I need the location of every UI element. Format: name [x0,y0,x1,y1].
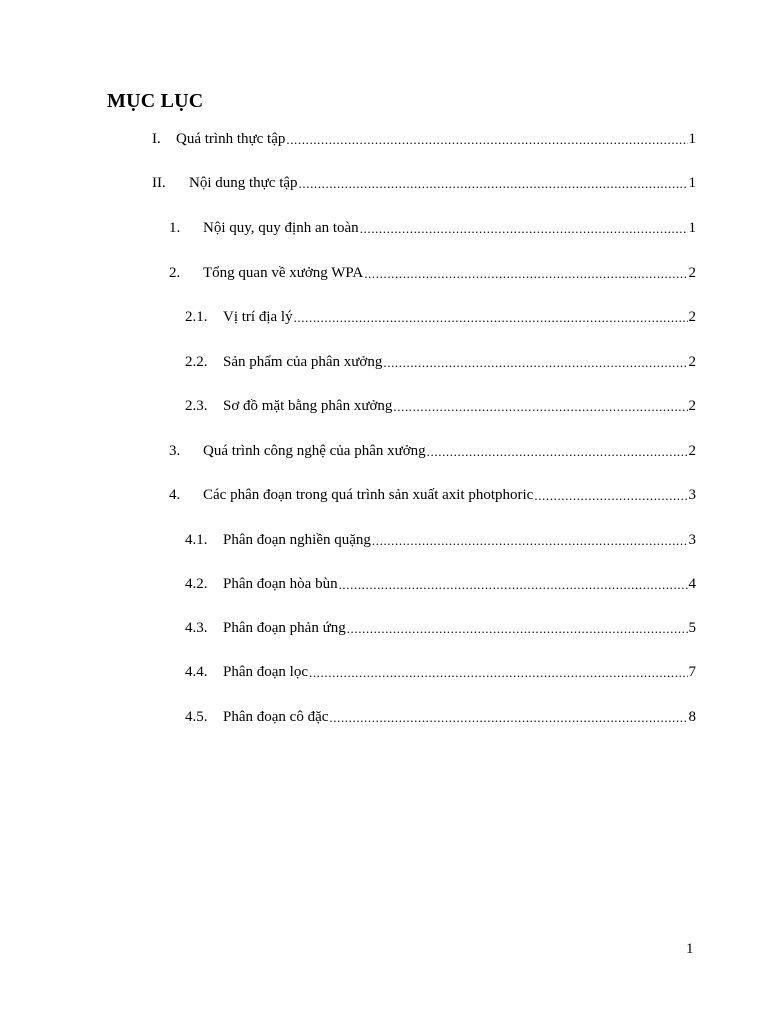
dot-leader [299,175,688,193]
toc-entry-title: Phân đoạn cô đặc [223,709,329,725]
toc-entry-number: 1. [169,220,181,236]
toc-entry-title: Sản phẩm của phân xưởng [223,354,383,370]
toc-entry-4[interactable] [169,263,696,283]
dot-leader [372,532,688,550]
dot-leader [294,309,688,327]
page-title: MỤC LỤC [107,90,204,112]
toc-entry-page: 1 [688,131,696,147]
dot-leader [534,487,687,505]
toc-entry-number: 4.1. [185,532,208,548]
toc-entry-title: Phân đoạn phản ứng [223,620,346,636]
dot-leader [309,664,688,682]
toc-entry-page: 5 [688,620,696,636]
toc-entry-page: 2 [688,354,696,370]
dot-leader [339,576,688,594]
toc-entry-14[interactable] [185,707,696,727]
toc-entry-number: 4.3. [185,620,208,636]
toc-entry-9[interactable] [169,485,696,505]
toc-entry-title: Sơ đồ mặt bằng phân xưởng [223,398,393,414]
page-number: 1 [686,941,694,957]
toc-entry-title: Phân đoạn hòa bùn [223,576,338,592]
toc-entry-1[interactable] [152,129,696,149]
toc-entry-page: 2 [688,309,696,325]
toc-entry-number: 2. [169,265,181,281]
toc-entry-title: Nội dung thực tập [189,175,298,191]
dot-leader [393,398,687,416]
toc-entry-number: 4.5. [185,709,208,725]
toc-entry-11[interactable] [185,574,696,594]
toc-entry-number: 2.2. [185,354,208,370]
toc-entry-10[interactable] [185,530,696,550]
dot-leader [347,620,688,638]
toc-entry-number: 4.2. [185,576,208,592]
toc-entry-7[interactable] [185,396,696,416]
toc-entry-2[interactable] [152,173,696,193]
toc-entry-title: Quá trình thực tập [176,131,286,147]
toc-entry-title: Vị trí địa lý [223,309,293,325]
toc-entry-12[interactable] [185,618,696,638]
toc-entry-number: 2.1. [185,309,208,325]
toc-entry-page: 2 [688,398,696,414]
toc-entry-5[interactable] [185,307,696,327]
toc-entry-page: 3 [688,487,696,503]
toc-entry-title: Nội quy, quy định an toàn [203,220,359,236]
dot-leader [360,220,688,238]
toc-entry-number: 3. [169,443,181,459]
toc-entry-8[interactable] [169,441,696,461]
dot-leader [286,131,687,149]
toc-entry-6[interactable] [185,352,696,372]
toc-entry-title: Phân đoạn nghiền quặng [223,532,371,548]
toc-entry-number: 4.4. [185,664,208,680]
toc-entry-13[interactable] [185,662,696,682]
toc-entry-3[interactable] [169,218,696,238]
toc-entry-number: II. [152,175,166,191]
toc-entry-title: Các phân đoạn trong quá trình sản xuất axit photphoric [203,487,534,503]
toc-entry-title: Phân đoạn lọc [223,664,308,680]
dot-leader [383,354,687,372]
toc-entry-page: 4 [688,576,696,592]
toc-entry-page: 2 [688,443,696,459]
toc-entry-number: 2.3. [185,398,208,414]
toc-entry-title: Quá trình công nghệ của phân xưởng [203,443,426,459]
toc-entry-number: 4. [169,487,181,503]
toc-entry-page: 8 [688,709,696,725]
dot-leader [329,709,687,727]
toc-entry-number: I. [152,131,161,147]
toc-entry-page: 3 [688,532,696,548]
toc-entry-title: Tổng quan về xưởng WPA [203,265,364,281]
dot-leader [427,443,688,461]
toc-entry-page: 1 [688,175,696,191]
toc-entry-page: 7 [688,664,696,680]
toc-entry-page: 1 [688,220,696,236]
toc-entry-page: 2 [688,265,696,281]
dot-leader [364,265,687,283]
